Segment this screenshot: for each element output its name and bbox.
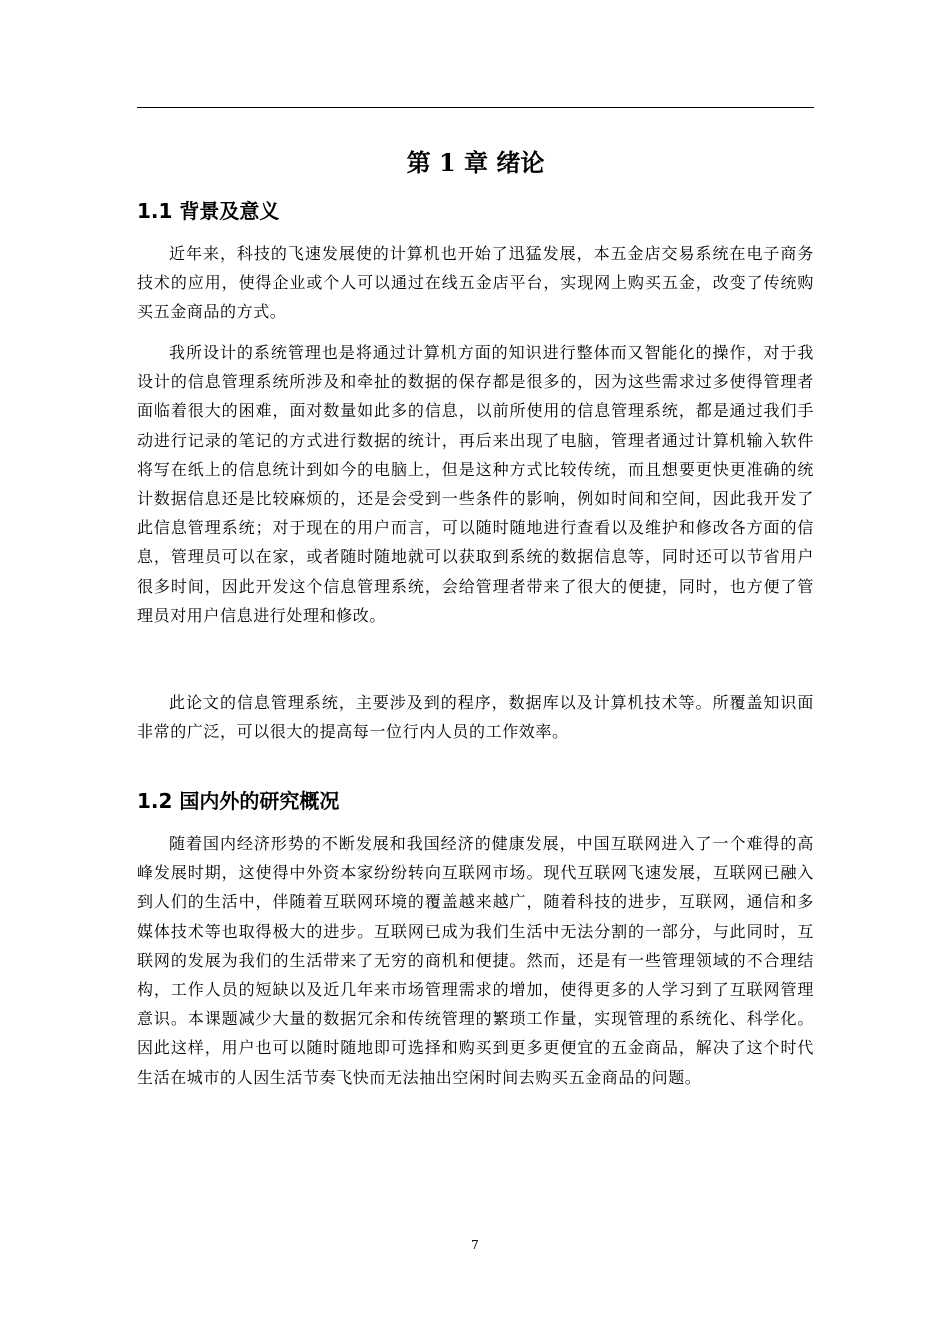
paragraph: 近年来，科技的飞速发展使的计算机也开始了迅猛发展，本五金店交易系统在电子商务技术的应用，使得企业或个人可以通过在线五金店平台，实现网上购买五金，改变了传统购买五金商品的方式。 <box>137 244 814 322</box>
paragraph: 我所设计的系统管理也是将通过计算机方面的知识进行整体而又智能化的操作，对于我设计的信息管理系统所涉及和牵扯的数据的保存都是很多的，因为这些需求过多使得管理者面临着很大的困难，面对数量如此多的信息，以前所使用的信息管理系统，都是通过我们手动进行记录的笔记的方式进行数据的统计，再后来出现了电脑，管理者通过计算机输入软件将写在纸上的信息统计到如今的电脑上，但是这种方式比较传统，而且想要更快更准确的统计数据信息还是比较麻烦的，还是会受到一些条件的影响，例如时间和空间，因此我开发了此信息管理系统；对于现在的用户而言，可以随时随地进行查看以及维护和修改各方面的信息，管理员可以在家，或者随时随地就可以获取到系统的数据信息等，同时还可以节省用户很多时间，因此开发这个信息管理系统，会给管理者带来了很大的便捷，同时，也方便了管理员对用户信息进行处理和修改。 <box>137 343 814 625</box>
section-title-1-1: 1.1 背景及意义 <box>137 199 280 223</box>
section-title-1-2: 1.2 国内外的研究概况 <box>137 789 340 813</box>
paragraph: 随着国内经济形势的不断发展和我国经济的健康发展，中国互联网进入了一个难得的高峰发展时期，这使得中外资本家纷纷转向互联网市场。现代互联网飞速发展，互联网已融入到人们的生活中，伴随着互联网环境的覆盖越来越广，随着科技的进步，互联网，通信和多媒体技术等也取得极大的进步。互联网已成为我们生活中无法分割的一部分，与此同时，互联网的发展为我们的生活带来了无穷的商机和便捷。然而，还是有一些管理领域的不合理结构，工作人员的短缺以及近几年来市场管理需求的增加，使得更多的人学习到了互联网管理意识。本课题减少大量的数据冗余和传统管理的繁琐工作量，实现管理的系统化、科学化。因此这样，用户也可以随时随地即可选择和购买到更多更便宜的五金商品，解决了这个时代生活在城市的人因生活节奏飞快而无法抽出空闲时间去购买五金商品的问题。 <box>137 834 814 1087</box>
paragraph: 此论文的信息管理系统，主要涉及到的程序，数据库以及计算机技术等。所覆盖知识面非常的广泛，可以很大的提高每一位行内人员的工作效率。 <box>137 693 814 742</box>
page-number: 7 <box>471 1238 479 1252</box>
chapter-title: 第 1 章 绪论 <box>406 148 545 177</box>
header-rule <box>137 107 814 108</box>
